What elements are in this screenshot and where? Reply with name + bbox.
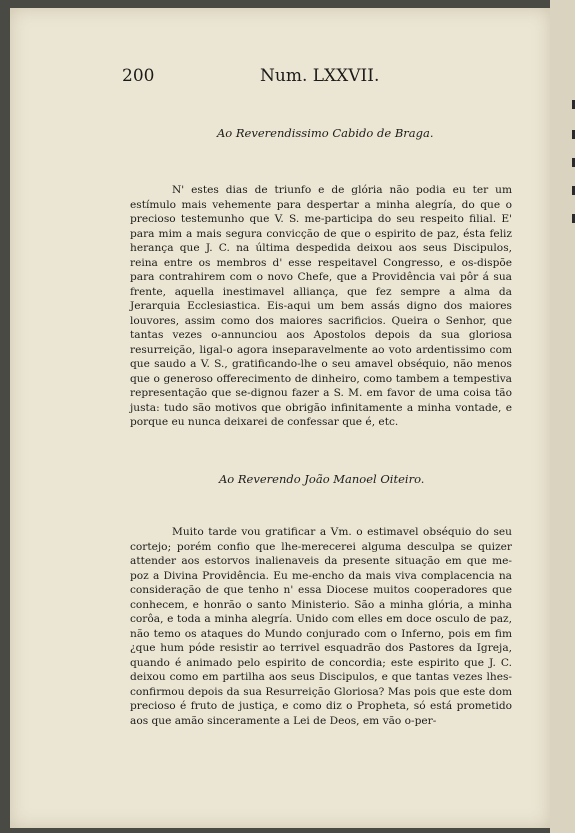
- adjacent-page-edge: [550, 0, 575, 833]
- letter-body: N' estes dias de triunfo e de glória não podia eu ter um estímulo mais vehemente para despertar a minha alegría, do que o precioso testemunho que V. S. me-participa do seu respeito filial. E' para mim a mais segura convicção de que o espirito de paz, ésta feliz herança que J. C. na última despedida deixou aos seus Discipulos, reina entre os membros d' esse respeitavel Congresso, e os-dispõe para contrahirem com o novo Chefe, que a Providência vai pôr á sua frente, aquella inestimavel alliança, que fez sempre a alma da Jerarquia Ecclesiastica. Eis-aqui um bem assás digno dos maiores louvores, assim como dos maiores sacrificios. Queira o Senhor, que tantas vezes o-annunciou aos Apostolos depois da sua gloriosa resurreição, ligal-o agora inseparavelmente ao voto ardentissimo com que saudo a V. S., gratificando-lhe o seu amavel obséquio, não menos que o generoso offerecimento de dinheiro, como tambem a tempestiva representação que se-dignou fazer a S. M. em favor de uma coisa tão justa: tudo são motivos que obrigão infinitamente a minha vontade, e porque eu nunca deixarei de confessar que é, etc.: [130, 184, 512, 428]
- letter-body: Muito tarde vou gratificar a Vm. o estimavel obséquio do seu cortejo; porém confio que lhe-merecerei alguma desculpa se quizer attender aos estorvos inalienaveis da presente situação em que me-poz a Divina Providência. Eu me-encho da mais viva complacencia na consideração de que tenho n' essa Diocese muitos cooperadores que conhecem, e honrão o santo Ministerio. São a minha glória, a minha corôa, e toda a minha alegría. Unido com elles em doce osculo de paz, não temo os ataques do Mundo conjurado com o Inferno, pois em fim ¿que hum póde resistir ao terrivel esquadrão dos Pastores da Igreja, quando é animado pelo espirito de concordia; este espirito que J. C. deixou como em partilha aos seus Discipulos, e que tantas vezes lhes-confirmou depois da sua Resurreição Gloriosa? Mas pois que este dom precioso é fruto de justiça, e como diz o Propheta, só está prometido aos que amão sinceramente a Lei de Deos, em vão o-per-: [130, 526, 512, 727]
- page-number: 200: [122, 66, 155, 86]
- letter-title: Ao Reverendo João Manoel Oiteiro.: [219, 472, 425, 486]
- page-header: [118, 66, 388, 94]
- letter-title: Ao Reverendissimo Cabido de Braga.: [217, 126, 434, 140]
- issue-title: Num. LXXVII.: [260, 66, 380, 86]
